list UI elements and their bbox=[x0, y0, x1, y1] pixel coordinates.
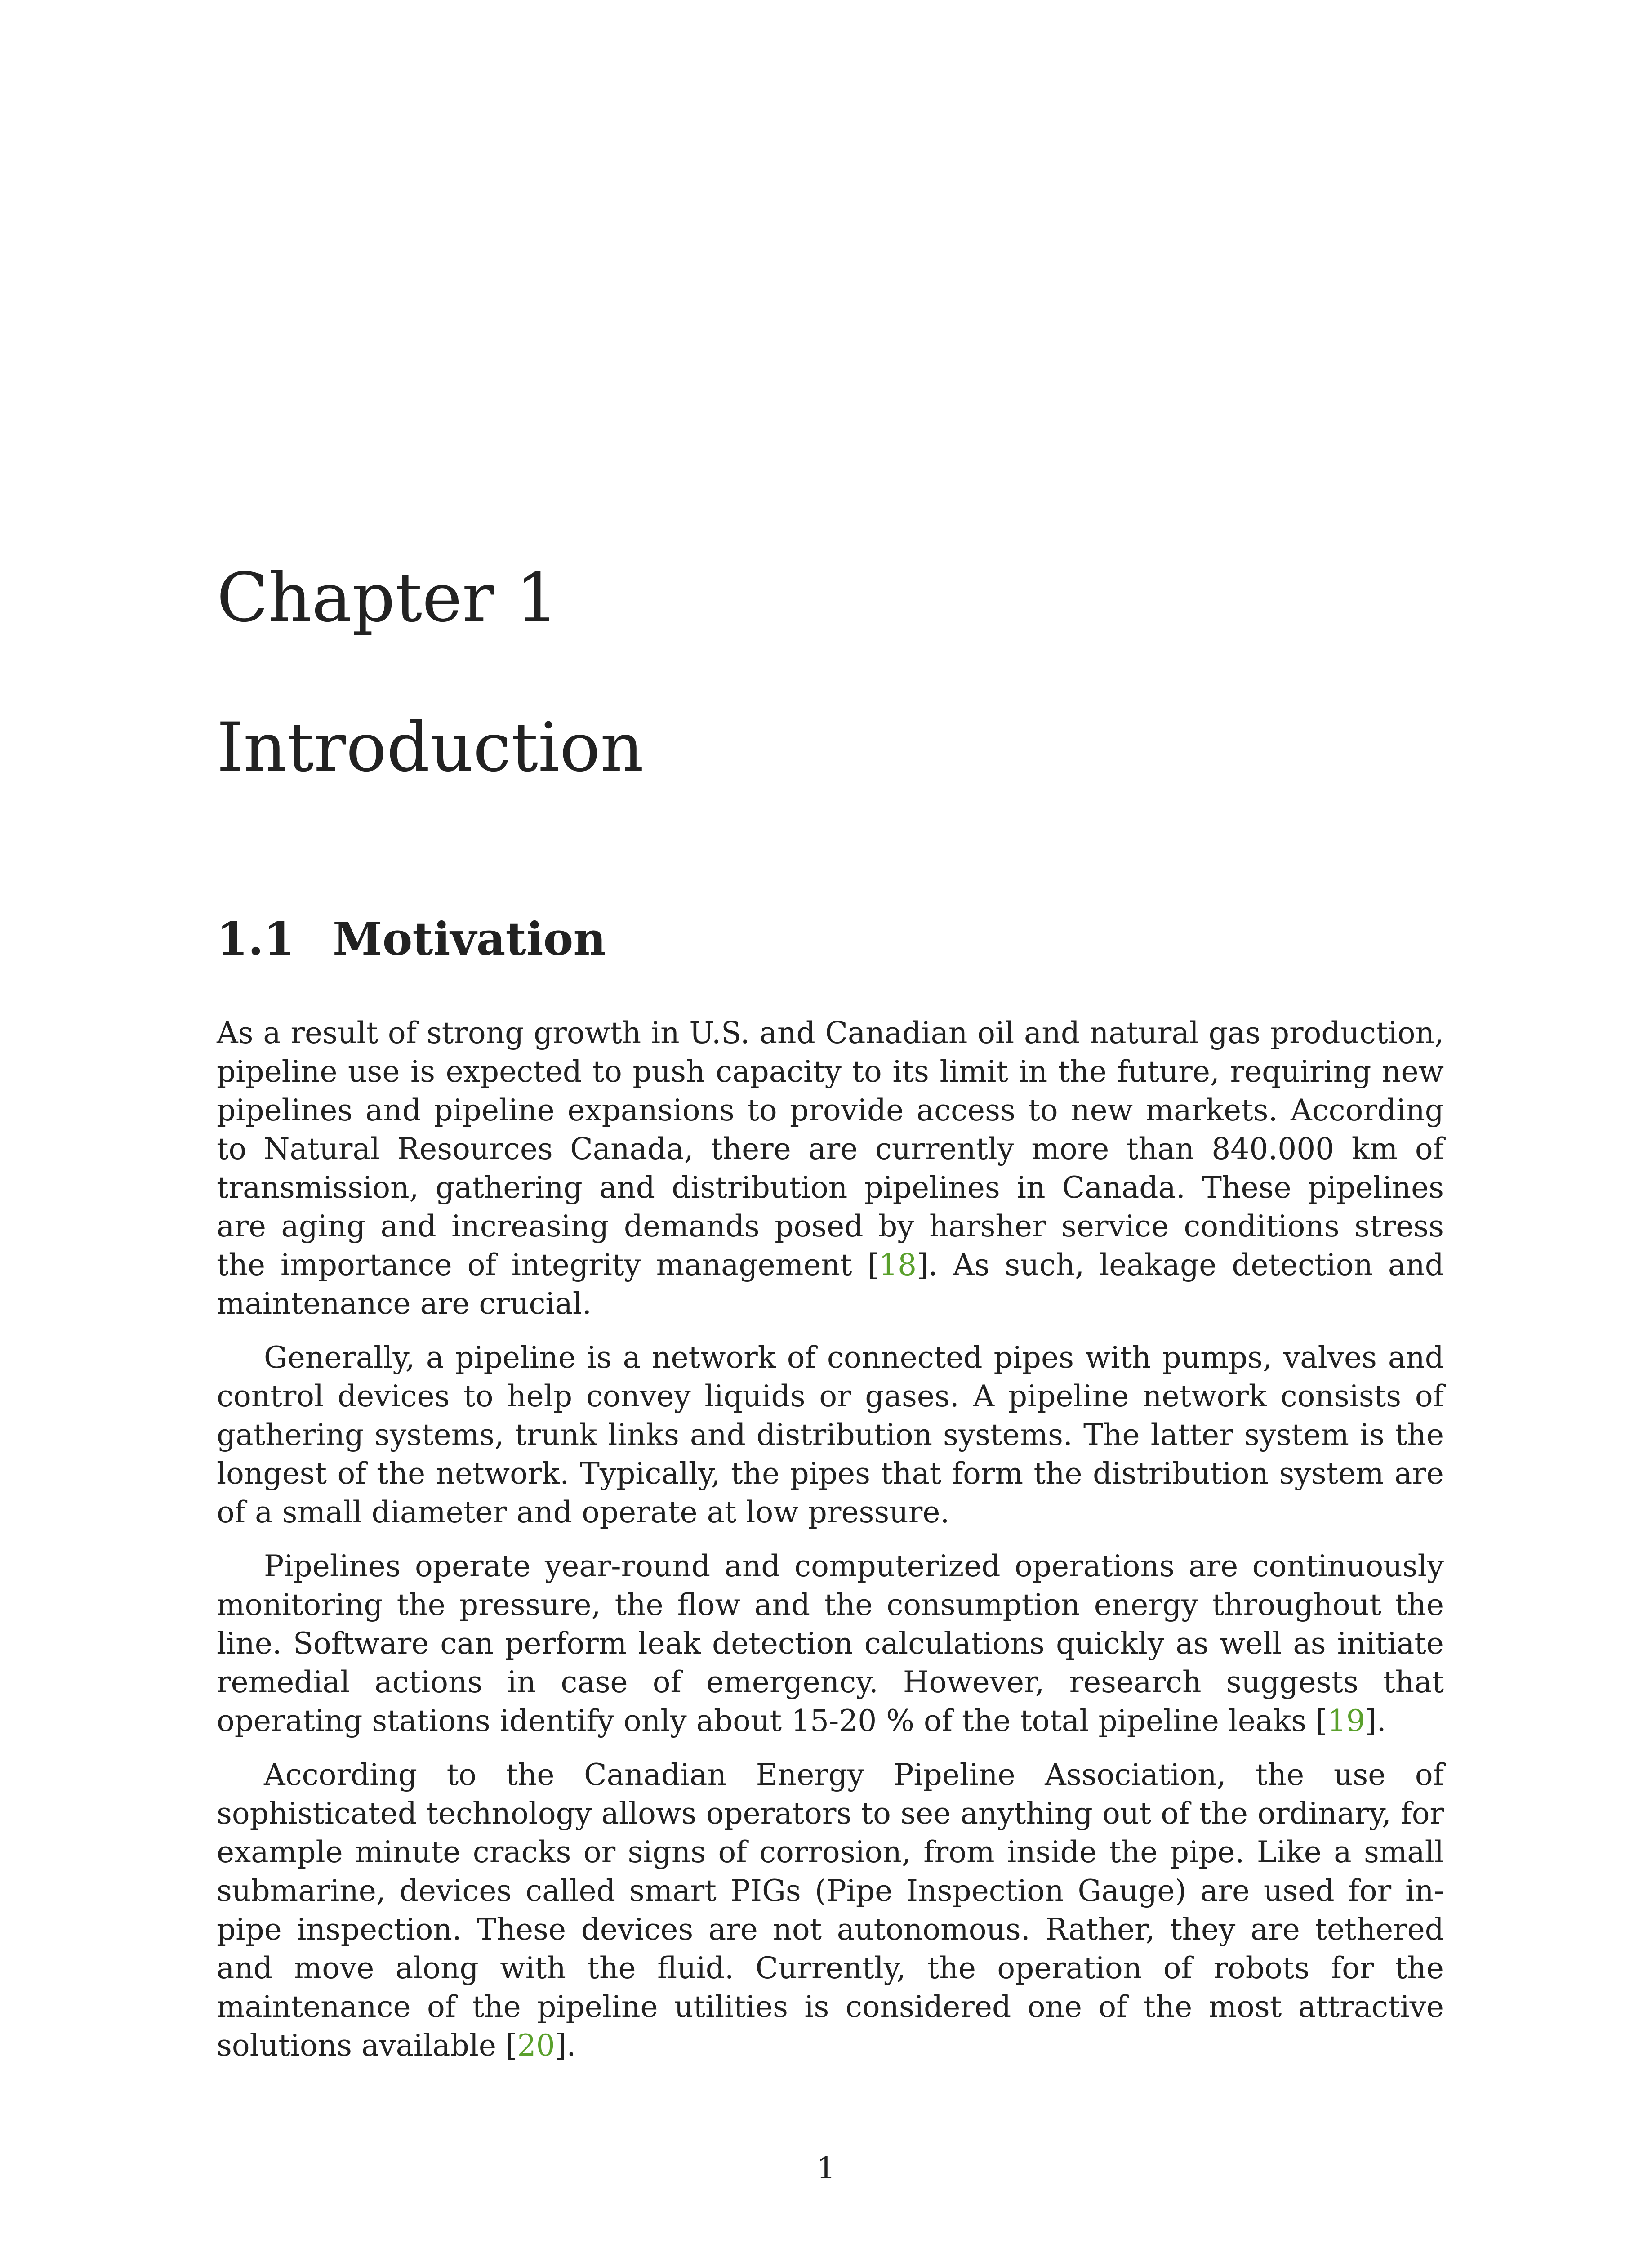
paragraph-1 bbox=[217, 1014, 1444, 1323]
chapter-title: Introduction bbox=[217, 709, 644, 787]
paragraph-3 bbox=[217, 1547, 1444, 1740]
paragraph-2: Generally, a pipeline is a network of connected pipes with pumps, valves and control devices to help convey liquids or gases. A pipeline network consists of gathering systems, trunk links and distribution systems. The latter system is the longest of the network. Typically, the pipes that form the distribution system are of a small diameter and operate at low pressure. bbox=[217, 1340, 1444, 1530]
section-number: 1.1 bbox=[217, 912, 295, 965]
paragraph-4 bbox=[217, 1756, 1444, 2065]
citation-link[interactable]: 19 bbox=[1327, 1704, 1365, 1738]
paragraph-text: As a result of strong growth in U.S. and Canadian oil and natural gas production, pipeline use is expected to push capacity to its limit in the future, requiring new pipelines and pipeline expansions to provide access to new markets. According to Natural Resources Canada, there are currently more than 840.000 km of transmission, gathering and distribution pipelines in Canada. These pipelines are aging and increasing demands posed by harsher service conditions stress the importance of integrity management [ bbox=[217, 1016, 1444, 1282]
paragraph-text: ]. As such, leakage detection and maintenance are crucial. bbox=[217, 1248, 1444, 1321]
body-text bbox=[217, 1014, 1444, 2080]
paragraph-text: ]. bbox=[555, 2028, 576, 2063]
section-title: Motivation bbox=[333, 912, 606, 965]
citation-link[interactable]: 20 bbox=[517, 2028, 555, 2063]
section-heading bbox=[217, 912, 606, 965]
chapter-label: Chapter 1 bbox=[217, 559, 559, 637]
citation-link[interactable]: 18 bbox=[879, 1248, 917, 1282]
paragraph-text: Pipelines operate year-round and computerized operations are continuously monitoring the pressure, the flow and the consumption energy throughout the line. Software can perform leak detection calculations quickly as well as initiate remedial actions in case of emergency. However, research suggests that operating stations identify only about 15-20 % of the total pipeline leaks [ bbox=[217, 1549, 1444, 1738]
paragraph-text: According to the Canadian Energy Pipeline Association, the use of sophisticated technology allows operators to see anything out of the ordinary, for example minute cracks or signs of corrosion, from inside the pipe. Like a small submarine, devices called smart PIGs (Pipe Inspection Gauge) are used for in-pipe inspection. These devices are not autonomous. Rather, they are tethered and move along with the fluid. Currently, the operation of robots for the maintenance of the pipeline utilities is considered one of the most attractive solutions available [ bbox=[217, 1757, 1444, 2063]
paragraph-text: ]. bbox=[1365, 1704, 1386, 1738]
page-number: 1 bbox=[816, 2151, 836, 2186]
